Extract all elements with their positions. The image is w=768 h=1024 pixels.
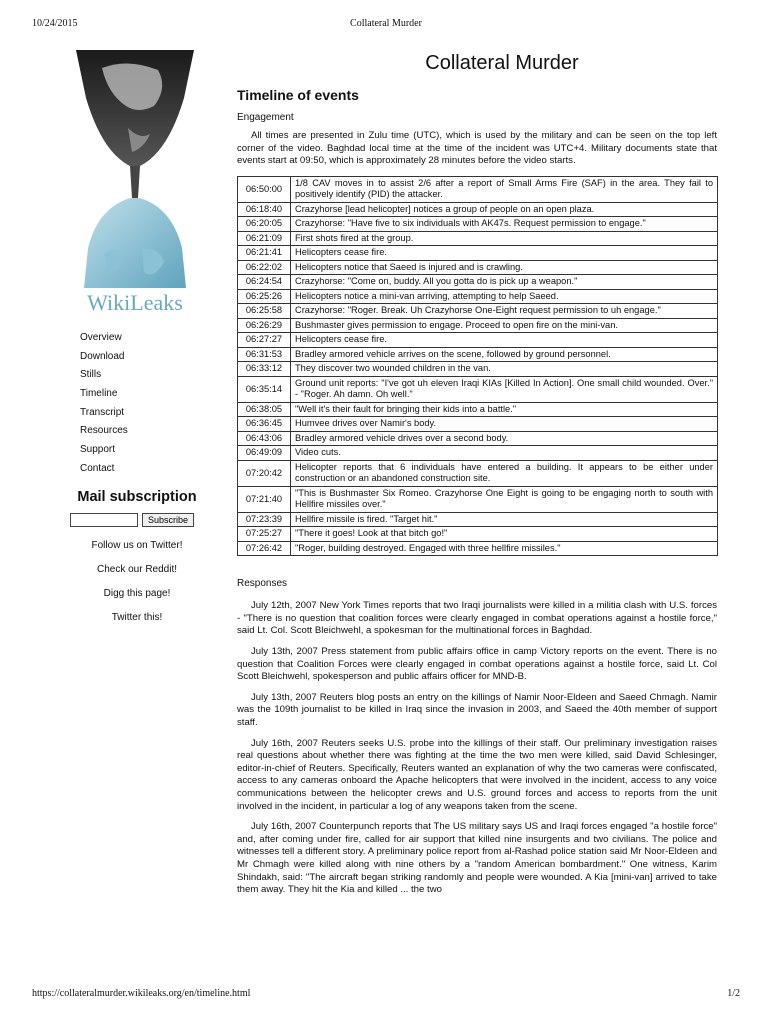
sidebar-item-download[interactable]: Download: [80, 350, 125, 362]
timeline-time: 07:20:42: [238, 460, 291, 486]
timeline-event: Crazyhorse: "Have five to six individuals with AK47s. Request permission to engage.": [291, 217, 718, 232]
timeline-time: 07:25:27: [238, 527, 291, 542]
timeline-time: 06:25:26: [238, 289, 291, 304]
sidebar-item-transcript[interactable]: Transcript: [80, 406, 125, 418]
table-row: [238, 260, 718, 275]
twitter-follow-link[interactable]: Follow us on Twitter!: [91, 539, 183, 551]
responses-list: [237, 600, 717, 896]
timeline-event: They discover two wounded children in the van.: [291, 362, 718, 377]
page-number: 1/2: [727, 988, 740, 999]
table-row: [238, 541, 718, 556]
sidebar-item-timeline[interactable]: Timeline: [80, 388, 118, 400]
site-title: Collateral Murder: [425, 52, 579, 74]
table-row: [238, 376, 718, 402]
timeline-event: Humvee drives over Namir's body.: [291, 417, 718, 432]
timeline-time: 06:43:06: [238, 431, 291, 446]
timeline-event: 1/8 CAV moves in to assist 2/6 after a report of Small Arms Fire (SAF) in the area. They fail to positively identify (PID) the attacker.: [291, 176, 718, 202]
table-row: [238, 318, 718, 333]
table-row: [238, 362, 718, 377]
mail-subscription-title: Mail subscription: [77, 488, 197, 505]
timeline-event: "There it goes! Look at that bitch go!": [291, 527, 718, 542]
timeline-time: 07:21:40: [238, 486, 291, 512]
main-content: [237, 48, 717, 897]
table-row: [238, 231, 718, 246]
timeline-event: Video cuts.: [291, 446, 718, 461]
subscribe-button[interactable]: Subscribe: [142, 513, 194, 527]
table-row: [238, 431, 718, 446]
timeline-event: Bradley armored vehicle drives over a second body.: [291, 431, 718, 446]
table-row: [238, 275, 718, 290]
timeline-event: Bradley armored vehicle arrives on the scene, followed by ground personnel.: [291, 347, 718, 362]
email-input[interactable]: [70, 513, 138, 527]
timeline-event: Bushmaster gives permission to engage. Proceed to open fire on the mini-van.: [291, 318, 718, 333]
timeline-time: 06:22:02: [238, 260, 291, 275]
sidebar: [62, 48, 212, 625]
timeline-event: Helicopter reports that 6 individuals have entered a building. It appears to be either under construction or an abandoned construction site.: [291, 460, 718, 486]
logo-text: WikiLeaks: [87, 290, 183, 315]
timeline-event: Crazyhorse: "Come on, buddy. All you gotta do is pick up a weapon.": [291, 275, 718, 290]
table-row: [238, 527, 718, 542]
timeline-event: Helicopters cease fire.: [291, 246, 718, 261]
timeline-time: 06:18:40: [238, 202, 291, 217]
engagement-heading: Engagement: [237, 112, 294, 123]
timeline-time: 06:50:00: [238, 176, 291, 202]
print-header: [32, 18, 740, 32]
timeline-event: "Roger, building destroyed. Engaged with three hellfire missiles.": [291, 541, 718, 556]
timeline-time: 06:36:45: [238, 417, 291, 432]
table-row: [238, 304, 718, 319]
responses-heading: Responses: [237, 578, 288, 590]
response-item: July 16th, 2007 Counterpunch reports that The US military says US and Iraqi forces engaged "a hostile force" and, after coming under fire, called for air support that killed nine insurgents and two civilians. The police and witnesses tell a different story. A preliminary police report from al-Rashad police station said Mr Noor-Eldeen and Mr Chmagh were killed along with nine others by a "random American bombardment." One witness, Karim Shindakh, said: "The aircraft began striking randomly and people were wounded. A Kia [mini-van] arrived to take them away. They hit the Kia and killed ... the two: [237, 821, 717, 896]
table-row: [238, 460, 718, 486]
reddit-link[interactable]: Check our Reddit!: [96, 563, 178, 575]
timeline-time: 06:49:09: [238, 446, 291, 461]
timeline-time: 06:20:05: [238, 217, 291, 232]
table-row: [238, 347, 718, 362]
timeline-time: 06:26:29: [238, 318, 291, 333]
timeline-event: "This is Bushmaster Six Romeo. Crazyhorse One Eight is going to be engaging north to south with Hellfire missiles over.": [291, 486, 718, 512]
timeline-event: Helicopters cease fire.: [291, 333, 718, 348]
response-item: July 12th, 2007 New York Times reports that two Iraqi journalists were killed in a militia clash with U.S. forces - "There is no question that coalition forces were clearly engaged in combat operations against a hostile force," said Lt. Col. Scott Bleichwehl, a spokesman for the multinational forces in Baghdad.: [237, 600, 717, 637]
hourglass-globe-icon: [68, 48, 202, 323]
sidebar-item-resources[interactable]: Resources: [80, 425, 128, 437]
twitter-share-link[interactable]: Twitter this!: [111, 611, 163, 623]
page-title: Timeline of events: [237, 87, 359, 103]
engagement-intro: All times are presented in Zulu time (UTC), which is used by the military and can be seen on the top left corner of the video. Baghdad local time at the time of the incident was UTC+4. Military documents state that events start at 09:50, which is approximately 28 minutes before the video starts.: [237, 130, 717, 167]
print-title: Collateral Murder: [350, 18, 422, 29]
timeline-time: 06:21:41: [238, 246, 291, 261]
timeline-event: Crazyhorse: "Roger. Break. Uh Crazyhorse One-Eight request permission to uh engage.": [291, 304, 718, 319]
timeline-time: 06:31:53: [238, 347, 291, 362]
table-row: [238, 446, 718, 461]
sidebar-item-overview[interactable]: Overview: [80, 332, 122, 343]
subscribe-form: [70, 513, 212, 527]
timeline-time: 06:33:12: [238, 362, 291, 377]
timeline-time: 06:35:14: [238, 376, 291, 402]
timeline-event: Helicopters notice a mini-van arriving, attempting to help Saeed.: [291, 289, 718, 304]
timeline-table: [237, 176, 718, 557]
digg-link[interactable]: Digg this page!: [103, 587, 171, 599]
sidebar-item-contact[interactable]: Contact: [80, 462, 115, 474]
table-row: [238, 486, 718, 512]
table-row: [238, 402, 718, 417]
table-row: [238, 217, 718, 232]
timeline-event: Helicopters notice that Saeed is injured and is crawling.: [291, 260, 718, 275]
wikileaks-logo[interactable]: [68, 48, 202, 323]
timeline-time: 06:21:09: [238, 231, 291, 246]
timeline-time: 06:25:58: [238, 304, 291, 319]
sidebar-nav: [62, 329, 212, 479]
timeline-time: 06:38:05: [238, 402, 291, 417]
timeline-event: Crazyhorse [lead helicopter] notices a group of people on an open plaza.: [291, 202, 718, 217]
table-row: [238, 246, 718, 261]
table-row: [238, 417, 718, 432]
timeline-event: Ground unit reports: "I've got uh eleven Iraqi KIAs [Killed In Action]. One small child wounded. Over." - "Roger. Ah damn. Oh well.": [291, 376, 718, 402]
sidebar-item-support[interactable]: Support: [80, 444, 116, 456]
timeline-time: 07:23:39: [238, 512, 291, 527]
response-item: July 16th, 2007 Reuters seeks U.S. probe into the killings of their staff. Our preliminary investigation raises real questions about whether there was fighting at the time the two men were killed, said David Schlesinger, editor-in-chief of Reuters. Specifically, Reuters wanted an explanation of why the two cameras were confiscated, access to any cameras onboard the Apache helicopters that were involved in the incident, access to any voice communications between the helicopter crews and U.S. ground forces and access to reports from the unit involved in the incident, in particular a log of any weapons taken from the scene.: [237, 737, 717, 812]
sidebar-item-stills[interactable]: Stills: [80, 369, 102, 381]
timeline-time: 07:26:42: [238, 541, 291, 556]
table-row: [238, 333, 718, 348]
timeline-event: First shots fired at the group.: [291, 231, 718, 246]
timeline-event: Hellfire missile is fired. "Target hit.": [291, 512, 718, 527]
table-row: [238, 176, 718, 202]
timeline-event: "Well it's their fault for bringing their kids into a battle.": [291, 402, 718, 417]
timeline-time: 06:27:27: [238, 333, 291, 348]
table-row: [238, 289, 718, 304]
response-item: July 13th, 2007 Reuters blog posts an entry on the killings of Namir Noor-Eldeen and Saeed Chmagh. Namir was the 109th journalist to be killed in Iraq since the invasion in 2003, and Saeed the 40th member of support staff.: [237, 691, 717, 729]
print-url: https://collateralmurder.wikileaks.org/en/timeline.html: [32, 988, 251, 999]
table-row: [238, 202, 718, 217]
response-item: July 13th, 2007 Press statement from public affairs office in camp Victory reports on the event. There is no question that Coalition Forces were clearly engaged in combat operations against a hostile force, said Lt. Col Scott Bleichwehl, spokesperson and public affairs officer for MND-B.: [237, 646, 717, 683]
timeline-time: 06:24:54: [238, 275, 291, 290]
table-row: [238, 512, 718, 527]
print-footer: [32, 988, 740, 1002]
print-date: 10/24/2015: [32, 18, 78, 29]
